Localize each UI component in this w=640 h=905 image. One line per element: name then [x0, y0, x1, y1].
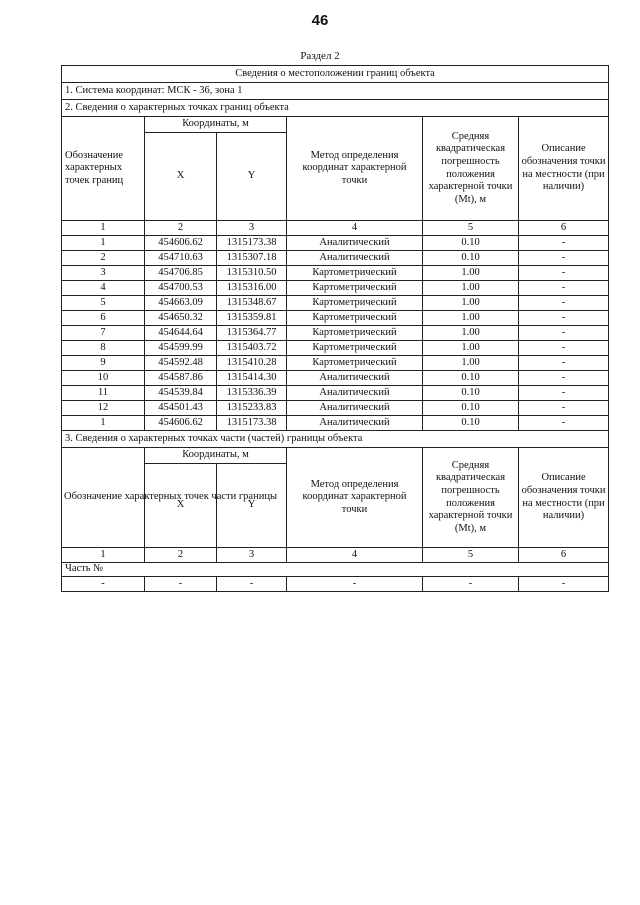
- error-cell: 0.10: [423, 251, 519, 266]
- empty-cell: -: [217, 577, 287, 592]
- empty-cell: -: [145, 577, 217, 592]
- table-row: [62, 401, 609, 416]
- table-row: [62, 326, 609, 341]
- header-x: X: [145, 133, 217, 221]
- point-id-cell: 10: [62, 371, 145, 386]
- description-cell: -: [519, 311, 609, 326]
- column-number: 4: [287, 548, 423, 563]
- header-points: Обозначение характерных точек границ: [62, 117, 145, 221]
- header3-coords: Координаты, м: [145, 448, 287, 464]
- table-row: [62, 341, 609, 356]
- header3-error: Средняя квадратическая погрешность положения характерной точки (Mt), м: [423, 448, 519, 548]
- y-cell: 1315173.38: [217, 416, 287, 431]
- column-number: 1: [62, 221, 145, 236]
- section-label: Раздел 2: [300, 50, 340, 62]
- x-cell: 454706.85: [145, 266, 217, 281]
- column-numbers-row-3: [62, 548, 609, 563]
- y-cell: 1315403.72: [217, 341, 287, 356]
- description-cell: -: [519, 266, 609, 281]
- x-cell: 454599.99: [145, 341, 217, 356]
- point-id-cell: 4: [62, 281, 145, 296]
- header-description: Описание обозначения точки на местности (при наличии): [519, 117, 609, 221]
- x-cell: 454606.62: [145, 416, 217, 431]
- table-row: [62, 371, 609, 386]
- error-cell: 0.10: [423, 236, 519, 251]
- x-cell: 454663.09: [145, 296, 217, 311]
- point-id-cell: 3: [62, 266, 145, 281]
- x-cell: 454650.32: [145, 311, 217, 326]
- error-cell: 1.00: [423, 281, 519, 296]
- header3-description: Описание обозначения точки на местности (при наличии): [519, 448, 609, 548]
- y-cell: 1315410.28: [217, 356, 287, 371]
- column-number: 2: [145, 548, 217, 563]
- error-cell: 1.00: [423, 266, 519, 281]
- error-cell: 0.10: [423, 416, 519, 431]
- header-y: Y: [217, 133, 287, 221]
- x-cell: 454710.63: [145, 251, 217, 266]
- table-row: [62, 251, 609, 266]
- x-cell: 454644.64: [145, 326, 217, 341]
- header3-points: Обозначение характерных точек части границы: [62, 448, 145, 548]
- point-id-cell: 2: [62, 251, 145, 266]
- description-cell: -: [519, 236, 609, 251]
- empty-cell: -: [423, 577, 519, 592]
- table-row: [62, 386, 609, 401]
- column-number: 4: [287, 221, 423, 236]
- part-label: Часть №: [62, 563, 609, 577]
- table-title: Сведения о местоположении границ объекта: [62, 66, 609, 83]
- description-cell: -: [519, 401, 609, 416]
- error-cell: 1.00: [423, 296, 519, 311]
- error-cell: 1.00: [423, 311, 519, 326]
- column-numbers-row: [62, 221, 609, 236]
- description-cell: -: [519, 341, 609, 356]
- method-cell: Картометрический: [287, 266, 423, 281]
- section2-title: 2. Сведения о характерных точках границ объекта: [62, 100, 609, 117]
- y-cell: 1315233.83: [217, 401, 287, 416]
- empty-cell: -: [519, 577, 609, 592]
- error-cell: 1.00: [423, 326, 519, 341]
- column-number: 6: [519, 221, 609, 236]
- boundary-table: [61, 65, 609, 592]
- x-cell: 454700.53: [145, 281, 217, 296]
- header-method: Метод определения координат характерной точки: [287, 117, 423, 221]
- column-number: 3: [217, 221, 287, 236]
- point-id-cell: 1: [62, 236, 145, 251]
- method-cell: Картометрический: [287, 281, 423, 296]
- description-cell: -: [519, 251, 609, 266]
- x-cell: 454539.84: [145, 386, 217, 401]
- point-id-cell: 9: [62, 356, 145, 371]
- error-cell: 1.00: [423, 341, 519, 356]
- description-cell: -: [519, 281, 609, 296]
- point-id-cell: 6: [62, 311, 145, 326]
- table-row: [62, 296, 609, 311]
- point-id-cell: 8: [62, 341, 145, 356]
- x-cell: 454592.48: [145, 356, 217, 371]
- y-cell: 1315364.77: [217, 326, 287, 341]
- y-cell: 1315414.30: [217, 371, 287, 386]
- empty-cell: -: [287, 577, 423, 592]
- column-number: 1: [62, 548, 145, 563]
- error-cell: 0.10: [423, 371, 519, 386]
- description-cell: -: [519, 356, 609, 371]
- y-cell: 1315307.18: [217, 251, 287, 266]
- table-row: [62, 281, 609, 296]
- header-error: Средняя квадратическая погрешность положения характерной точки (Mt), м: [423, 117, 519, 221]
- point-id-cell: 12: [62, 401, 145, 416]
- page-number: 46: [311, 12, 329, 29]
- y-cell: 1315348.67: [217, 296, 287, 311]
- point-id-cell: 5: [62, 296, 145, 311]
- table-row: [62, 416, 609, 431]
- description-cell: -: [519, 326, 609, 341]
- error-cell: 0.10: [423, 386, 519, 401]
- empty-part-row: [62, 577, 609, 592]
- header3-method: Метод определения координат характерной точки: [287, 448, 423, 548]
- x-cell: 454606.62: [145, 236, 217, 251]
- point-id-cell: 1: [62, 416, 145, 431]
- y-cell: 1315336.39: [217, 386, 287, 401]
- column-number: 2: [145, 221, 217, 236]
- method-cell: Картометрический: [287, 311, 423, 326]
- y-cell: 1315310.50: [217, 266, 287, 281]
- y-cell: 1315316.00: [217, 281, 287, 296]
- point-id-cell: 11: [62, 386, 145, 401]
- description-cell: -: [519, 416, 609, 431]
- y-cell: 1315359.81: [217, 311, 287, 326]
- description-cell: -: [519, 371, 609, 386]
- column-number: 6: [519, 548, 609, 563]
- table-row: [62, 311, 609, 326]
- method-cell: Аналитический: [287, 401, 423, 416]
- description-cell: -: [519, 296, 609, 311]
- empty-cell: -: [62, 577, 145, 592]
- y-cell: 1315173.38: [217, 236, 287, 251]
- x-cell: 454501.43: [145, 401, 217, 416]
- x-cell: 454587.86: [145, 371, 217, 386]
- error-cell: 1.00: [423, 356, 519, 371]
- method-cell: Картометрический: [287, 296, 423, 311]
- column-number: 5: [423, 221, 519, 236]
- method-cell: Аналитический: [287, 371, 423, 386]
- table-row: [62, 236, 609, 251]
- method-cell: Картометрический: [287, 326, 423, 341]
- description-cell: -: [519, 386, 609, 401]
- column-number: 5: [423, 548, 519, 563]
- method-cell: Картометрический: [287, 341, 423, 356]
- table-row: [62, 266, 609, 281]
- method-cell: Аналитический: [287, 416, 423, 431]
- method-cell: Аналитический: [287, 386, 423, 401]
- table-row: [62, 356, 609, 371]
- method-cell: Аналитический: [287, 251, 423, 266]
- header3-y: Y: [217, 464, 287, 548]
- section3-title: 3. Сведения о характерных точках части (частей) границы объекта: [62, 431, 609, 448]
- error-cell: 0.10: [423, 401, 519, 416]
- point-id-cell: 7: [62, 326, 145, 341]
- coordinate-system: 1. Система координат: МСК - 36, зона 1: [62, 83, 609, 100]
- header3-x: X: [145, 464, 217, 548]
- method-cell: Картометрический: [287, 356, 423, 371]
- header-coords: Координаты, м: [145, 117, 287, 133]
- column-number: 3: [217, 548, 287, 563]
- method-cell: Аналитический: [287, 236, 423, 251]
